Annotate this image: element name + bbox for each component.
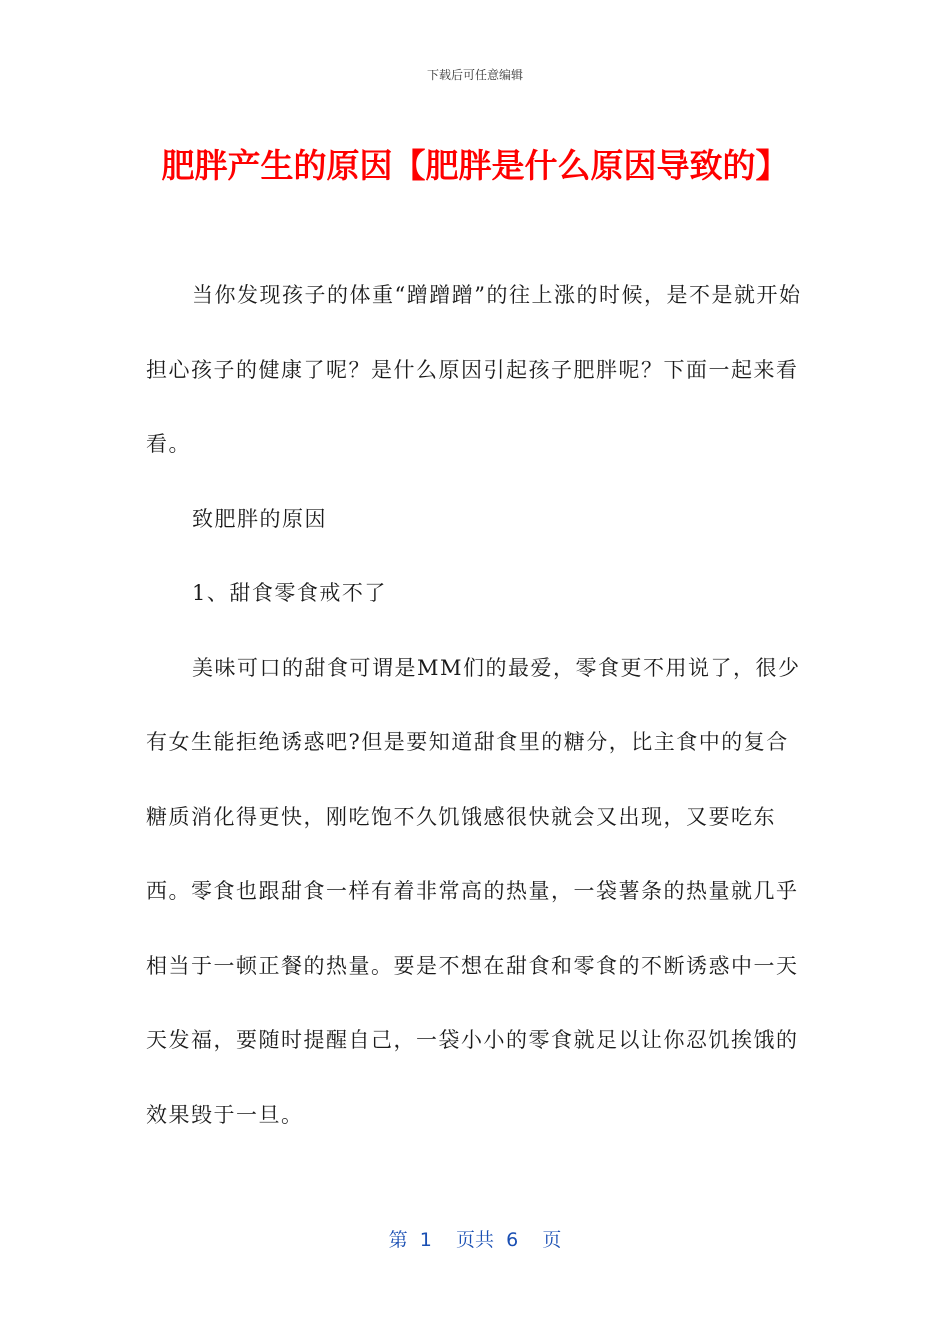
footer-current-page: 1 (419, 1229, 432, 1251)
page-footer (0, 1225, 950, 1252)
footer-middle: 页共 (455, 1229, 494, 1251)
document-body (146, 258, 802, 1152)
subsection-heading: 1、甜食零食戒不了 (192, 581, 387, 605)
footer-suffix: 页 (542, 1229, 562, 1251)
footer-prefix: 第 (388, 1229, 408, 1251)
document-title: 肥胖产生的原因【肥胖是什么原因导致的】 (161, 146, 789, 185)
header-note: 下载后可任意编辑 (426, 68, 523, 82)
footer-total-pages: 6 (506, 1229, 519, 1251)
paragraph-intro: 当你发现孩子的体重“蹭蹭蹭”的往上涨的时候，是不是就开始担心孩子的健康了呢？是什么原因引起孩子肥胖呢？下面一起来看看。 (146, 283, 802, 456)
section-heading: 致肥胖的原因 (192, 506, 327, 531)
paragraph-sweets: 美味可口的甜食可谓是MM们的最爱，零食更不用说了，很少有女生能拒绝诱惑吧?但是要知道甜食里的糖分，比主食中的复合糖质消化得更快，刚吃饱不久饥饿感很快就会又出现，又要吃东西。零食也跟甜食一样有着非常高的热量，一袋薯条的热量就几乎相当于一顿正餐的热量。要是不想在甜食和零食的不断诱惑中一天天发福，要随时提醒自己，一袋小小的零食就足以让你忍饥挨饿的效果毁于一旦。 (146, 655, 801, 1127)
